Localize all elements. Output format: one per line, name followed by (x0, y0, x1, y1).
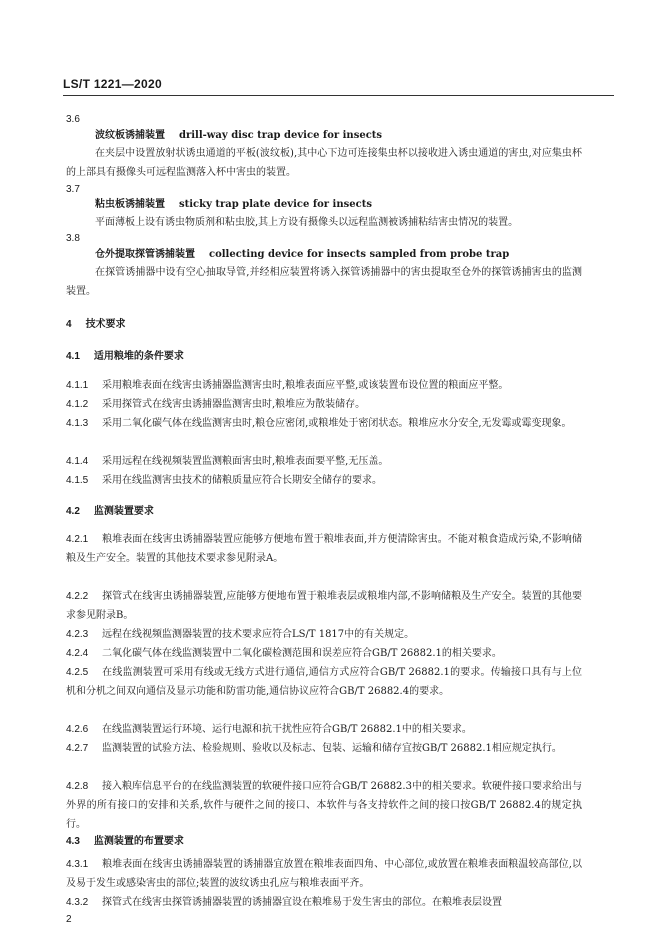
term-heading (95, 198, 372, 212)
subsection-heading: 4.3 监测装置的布置要求 (66, 836, 184, 847)
term-en: sticky trap plate device for insects (179, 199, 372, 210)
term-heading (95, 129, 382, 143)
term-heading (95, 248, 509, 262)
term-number: 3.8 (66, 233, 80, 244)
term-cn: 波纹板诱捕装置 (95, 130, 165, 141)
clause: 4.2.2 探管式在线害虫诱捕器装置,应能够方便地布置于粮堆表层或粮堆内部,不影响储粮及生产安全。装置的其他要求参见附录B。 (66, 591, 582, 621)
term-definition: 在夹层中设置放射状诱虫通道的平板(波纹板),其中心下边可连接集虫杯以接收进入诱虫通道的害虫,对应集虫杯的上部具有摄像头可远程监测落入杯中害虫的装置。 (66, 148, 582, 178)
section-heading: 4 技术要求 (66, 319, 126, 330)
term-definition: 平面薄板上设有诱虫物质剂和粘虫胶,其上方设有摄像头以远程监测被诱捕粘结害虫情况的装置。 (95, 217, 519, 228)
clause: 4.3.1 粮堆表面在线害虫诱捕器装置的诱捕器宜放置在粮堆表面四角、中心部位,或放置在粮堆表面粮温较高部位,以及易于发生或感染害虫的部位;装置的波纹诱虫孔应与粮堆表面平齐。 (66, 859, 582, 889)
standard-code: LS/T 1221—2020 (63, 77, 162, 91)
clause: 4.2.8 接入粮库信息平台的在线监测装置的软硬件接口应符合GB/T 26882.3中的相关要求。软硬件接口要求给出与外界的所有接口的安排和关系,软件与硬件之间的接口、本软件与各支持软件之间的接口按GB/T 26882.4的规定执行。 (66, 781, 582, 830)
clause: 4.2.7 监测装置的试验方法、检验规则、验收以及标志、包装、运输和储存宜按GB/T 26882.1相应规定执行。 (66, 743, 562, 754)
page-number: 2 (66, 914, 72, 925)
subsection-heading: 4.1 适用粮堆的条件要求 (66, 351, 184, 362)
term-cn: 粘虫板诱捕装置 (95, 199, 165, 210)
clause: 4.1.1 采用粮堆表面在线害虫诱捕器监测害虫时,粮堆表面应平整,或该装置布设位置的粮面应平整。 (66, 380, 509, 391)
clause: 4.1.2 采用探管式在线害虫诱捕器监测害虫时,粮堆应为散装储存。 (66, 399, 366, 410)
clause: 4.2.5 在线监测装置可采用有线或无线方式进行通信,通信方式应符合GB/T 26882.1的要求。传输接口具有与上位机和分机之间双向通信及显示功能和防雷功能,通信协议应符合GB/T 26882.4的要求。 (66, 667, 582, 697)
clause: 4.2.4 二氧化碳气体在线监测装置中二氧化碳检测范围和误差应符合GB/T 26882.1的相关要求。 (66, 648, 502, 659)
clause: 4.2.1 粮堆表面在线害虫诱捕器装置应能够方便地布置于粮堆表面,并方便清除害虫。不能对粮食造成污染,不影响储粮及生产安全。装置的其他技术要求参见附录A。 (66, 534, 582, 564)
clause: 4.3.2 探管式在线害虫探管诱捕器装置的诱捕器宜设在粮堆易于发生害虫的部位。在粮堆表层设置 (66, 897, 502, 908)
clause: 4.1.5 采用在线监测害虫技术的储粮质量应符合长期安全储存的要求。 (66, 475, 382, 486)
clause: 4.2.3 远程在线视频监测器装置的技术要求应符合LS/T 1817中的有关规定。 (66, 629, 415, 640)
term-en: drill-way disc trap device for insects (179, 130, 383, 141)
subsection-heading: 4.2 监测装置要求 (66, 506, 154, 517)
term-number: 3.6 (66, 114, 80, 125)
term-number: 3.7 (66, 184, 80, 195)
term-en: collecting device for insects sampled from probe trap (209, 249, 510, 260)
header-rule (63, 95, 614, 96)
clause: 4.1.4 采用远程在线视频装置监测粮面害虫时,粮堆表面要平整,无压盖。 (66, 456, 389, 467)
clause: 4.1.3 采用二氧化碳气体在线监测害虫时,粮仓应密闭,或粮堆处于密闭状态。粮堆应水分安全,无发霉或霉变现象。 (66, 418, 572, 429)
term-cn: 仓外提取探管诱捕装置 (95, 249, 195, 260)
term-definition: 在探管诱捕器中设有空心抽取导管,并经相应装置将诱入探管诱捕器中的害虫提取至仓外的探管诱捕害虫的监测装置。 (66, 267, 582, 297)
clause: 4.2.6 在线监测装置运行环境、运行电源和抗干扰性应符合GB/T 26882.1中的相关要求。 (66, 724, 472, 735)
